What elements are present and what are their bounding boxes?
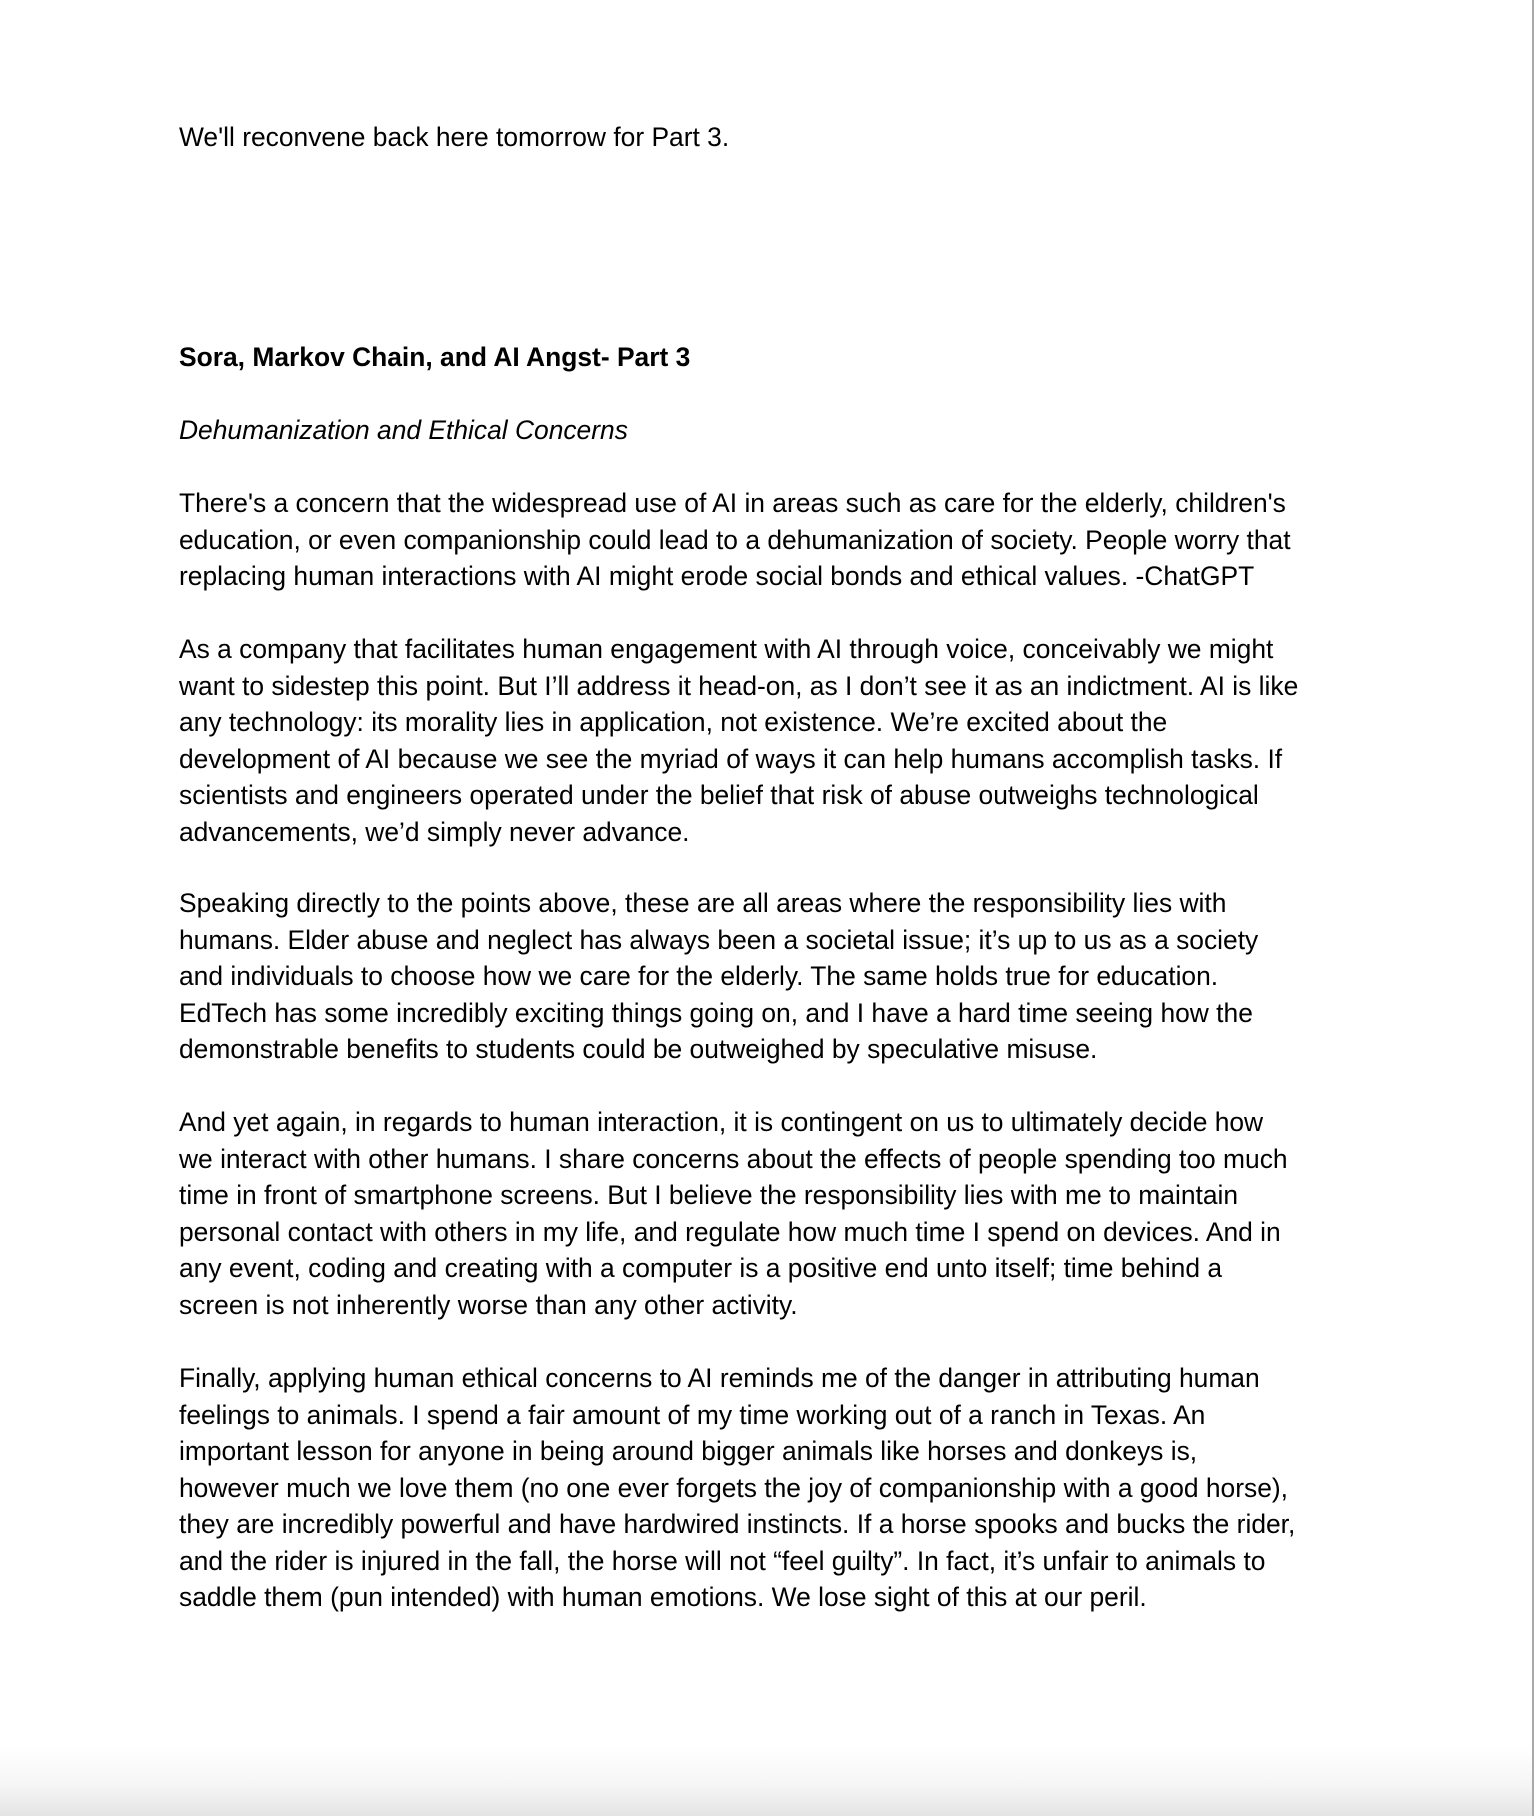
paragraph-line: EdTech has some incredibly exciting things going on, and I have a hard time seeing how the	[179, 997, 1253, 1028]
paragraph-line: we interact with other humans. I share concerns about the effects of people spending too much	[179, 1143, 1288, 1174]
paragraph-line: time in front of smartphone screens. But I believe the responsibility lies with me to maintain	[179, 1180, 1239, 1210]
paragraph-line: development of AI because we see the myriad of ways it can help humans accomplish tasks. If	[179, 743, 1283, 774]
paragraph-line: and individuals to choose how we care for the elderly. The same holds true for education.	[179, 961, 1219, 991]
paragraph	[179, 1360, 1295, 1616]
paragraph-line: and the rider is injured in the fall, the horse will not “feel guilty”. In fact, it’s unfair to animals to	[179, 1545, 1266, 1576]
paragraph-line: scientists and engineers operated under the belief that risk of abuse outweighs technological	[179, 780, 1259, 810]
paragraph-line: education, or even companionship could lead to a dehumanization of society. People worry that	[179, 524, 1291, 555]
paragraph-line: Speaking directly to the points above, these are all areas where the responsibility lies with	[179, 888, 1227, 918]
paragraph-line: they are incredibly powerful and have hardwired instincts. If a horse spooks and bucks the rider,	[179, 1509, 1296, 1539]
paragraph	[179, 1104, 1288, 1323]
paragraph-line: demonstrable benefits to students could be outweighed by speculative misuse.	[179, 1034, 1098, 1064]
paragraph-line: however much we love them (no one ever forgets the joy of companionship with a good horse),	[179, 1472, 1289, 1503]
paragraph-line: personal contact with others in my life, and regulate how much time I spend on devices. And in	[179, 1216, 1281, 1247]
paragraph-line: And yet again, in regards to human interaction, it is contingent on us to ultimately decide how	[179, 1107, 1264, 1137]
paragraph-line: There's a concern that the widespread use of AI in areas such as care for the elderly, children's	[179, 488, 1286, 518]
intro-line: We'll reconvene back here tomorrow for Part 3.	[179, 122, 730, 152]
paragraph-line: any technology: its morality lies in application, not existence. We’re excited about the	[179, 707, 1168, 737]
paragraph-line: As a company that facilitates human engagement with AI through voice, conceivably we might	[179, 634, 1274, 664]
section-subheading: Dehumanization and Ethical Concerns	[179, 415, 628, 445]
paragraph-line: important lesson for anyone in being around bigger animals like horses and donkeys is,	[179, 1436, 1198, 1466]
paragraph-line: want to sidestep this point. But I’ll address it head-on, as I don’t see it as an indictment. AI is like	[179, 670, 1299, 701]
paragraph-line: humans. Elder abuse and neglect has always been a societal issue; it’s up to us as a society	[179, 924, 1259, 955]
paragraph-line: any event, coding and creating with a computer is a positive end unto itself; time behind a	[179, 1253, 1223, 1283]
paragraph	[179, 631, 1298, 850]
paragraph-line: saddle them (pun intended) with human emotions. We lose sight of this at our peril.	[179, 1582, 1147, 1612]
section-heading: Sora, Markov Chain, and AI Angst- Part 3	[179, 342, 691, 372]
page-bottom-shadow	[0, 1746, 1532, 1816]
paragraph	[179, 885, 1258, 1068]
paragraph	[179, 485, 1291, 595]
paragraph-line: screen is not inherently worse than any other activity.	[179, 1289, 798, 1320]
paragraph-line: feelings to animals. I spend a fair amount of my time working out of a ranch in Texas. An	[179, 1399, 1206, 1430]
paragraph-line: replacing human interactions with AI might erode social bonds and ethical values. -ChatGPT	[179, 561, 1255, 591]
paragraph-line: advancements, we’d simply never advance.	[179, 816, 690, 847]
paragraph-line: Finally, applying human ethical concerns to AI reminds me of the danger in attributing human	[179, 1363, 1260, 1393]
